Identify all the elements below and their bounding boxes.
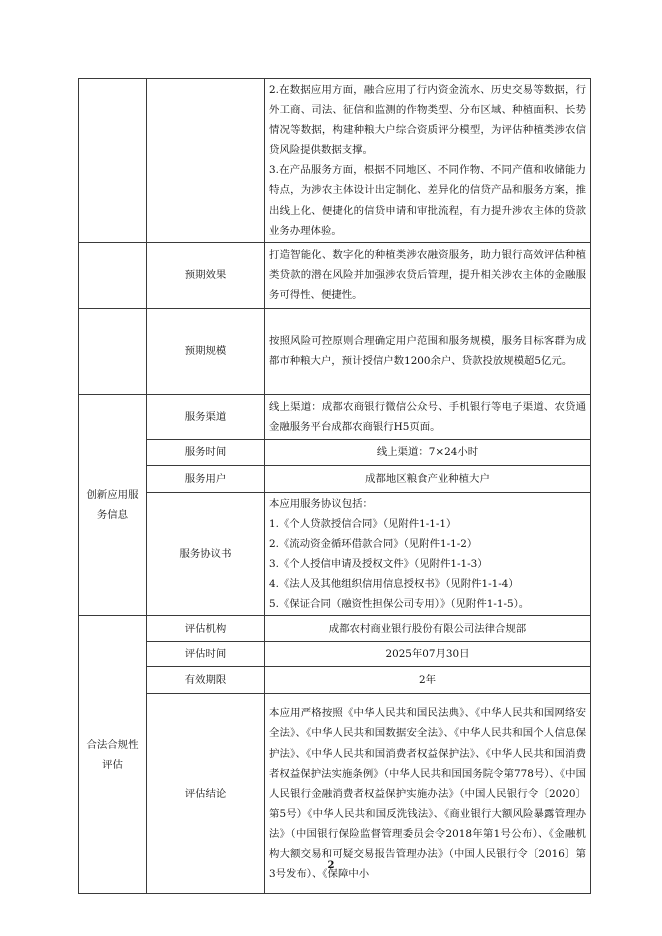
table-row xyxy=(79,242,591,308)
expected-scale-label: 预期规模 xyxy=(147,308,265,394)
agreement-item: 2.《流动资金循环借款合同》（见附件1-1-2） xyxy=(269,537,478,550)
table-row xyxy=(79,642,591,667)
expected-effect-value: 打造智能化、数字化的种植类涉农融资服务，助力银行高效评估种植类贷款的潜在风险并加强涉农贷后管理，提升相关涉农主体的金融服务可得性、便捷性。 xyxy=(265,242,591,308)
service-time-label: 服务时间 xyxy=(147,439,265,465)
service-users-value: 成都地区粮食产业种植大户 xyxy=(265,465,591,492)
empty-cell xyxy=(79,308,147,394)
table-row xyxy=(79,308,591,394)
empty-cell xyxy=(147,79,265,243)
section-compliance-title: 合法合规性评估 xyxy=(79,616,147,894)
eval-org-value: 成都农村商业银行股份有限公司法律合规部 xyxy=(265,616,591,642)
valid-period-value: 2年 xyxy=(265,667,591,694)
eval-org-label: 评估机构 xyxy=(147,616,265,642)
agreement-intro: 本应用服务协议包括： xyxy=(269,497,373,510)
service-channel-value: 线上渠道：成都农商银行微信公众号、手机银行等电子渠道、农贷通金融服务平台成都农商银行H5页面。 xyxy=(265,394,591,439)
agreement-item: 4.《法人及其他组织信用信息授权书》（见附件1-1-4） xyxy=(269,578,519,591)
agreement-item: 1.《个人贷款授信合同》（见附件1-1-1） xyxy=(269,517,457,530)
agreement-item: 5.《保证合同（融资性担保公司专用）》（见附件1-1-5）。 xyxy=(269,598,530,611)
table-row xyxy=(79,79,591,243)
service-agreement-label: 服务协议书 xyxy=(147,492,265,616)
table-row xyxy=(79,616,591,642)
paragraph-data-application: 2.在数据应用方面，融合应用了行内资金流水、历史交易等数据，行外工商、司法、征信和监测的作物类型、分布区域、种植面积、长势情况等数据，构建种粮大户综合资质评分模型，为评估种植类涉农信贷风险提供数据支撑。 xyxy=(269,84,586,157)
empty-cell xyxy=(79,79,147,243)
eval-time-label: 评估时间 xyxy=(147,642,265,667)
service-agreement-value xyxy=(265,492,591,616)
empty-cell xyxy=(79,242,147,308)
table-row xyxy=(79,394,591,439)
table-row xyxy=(79,439,591,465)
feature-description-cell xyxy=(265,79,591,243)
eval-conclusion-label: 评估结论 xyxy=(147,694,265,894)
valid-period-label: 有效期限 xyxy=(147,667,265,694)
page-number: 2 xyxy=(327,860,335,871)
expected-scale-value: 按照风险可控原则合理确定用户范围和服务规模，服务目标客群为成都市种粮大户，预计授信户数1200余户、贷款投放规模超5亿元。 xyxy=(265,308,591,394)
paragraph-product-service: 3.在产品服务方面，根据不同地区、不同作物、不同产值和收储能力特点，为涉农主体设计出定制化、差异化的信贷产品和服务方案，推出线上化、便捷化的信贷申请和审批流程，有力提升涉农主体的贷款业务办理体验。 xyxy=(269,164,586,237)
section-innovation-title: 创新应用服务信息 xyxy=(79,394,147,616)
table-row xyxy=(79,465,591,492)
info-table xyxy=(78,78,591,894)
eval-time-value: 2025年07月30日 xyxy=(265,642,591,667)
service-time-value: 线上渠道：7×24小时 xyxy=(265,439,591,465)
table-row xyxy=(79,492,591,616)
service-users-label: 服务用户 xyxy=(147,465,265,492)
table-row xyxy=(79,667,591,694)
eval-conclusion-value: 本应用严格按照《中华人民共和国民法典》、《中华人民共和国网络安全法》、《中华人民共和国数据安全法》、《中华人民共和国个人信息保护法》、《中华人民共和国消费者权益保护法》、《中华人民共和国消费者权益保护法实施条例》（中华人民共和国国务院令第778号）、《中国人民银行金融消费者权益保护实施办法》（中国人民银行令〔2020〕第5号）《中华人民共和国反洗钱法》、《商业银行大额风险暴露管理办法》（中国银行保险监督管理委员会令2018年第1号公布）、《金融机构大额交易和可疑交易报告管理办法》（中国人民银行令〔2016〕第3号发布）、《保障中小 xyxy=(265,694,591,894)
agreement-item: 3.《个人授信申请及授权文件》（见附件1-1-3） xyxy=(269,558,488,571)
service-channel-label: 服务渠道 xyxy=(147,394,265,439)
expected-effect-label: 预期效果 xyxy=(147,242,265,308)
